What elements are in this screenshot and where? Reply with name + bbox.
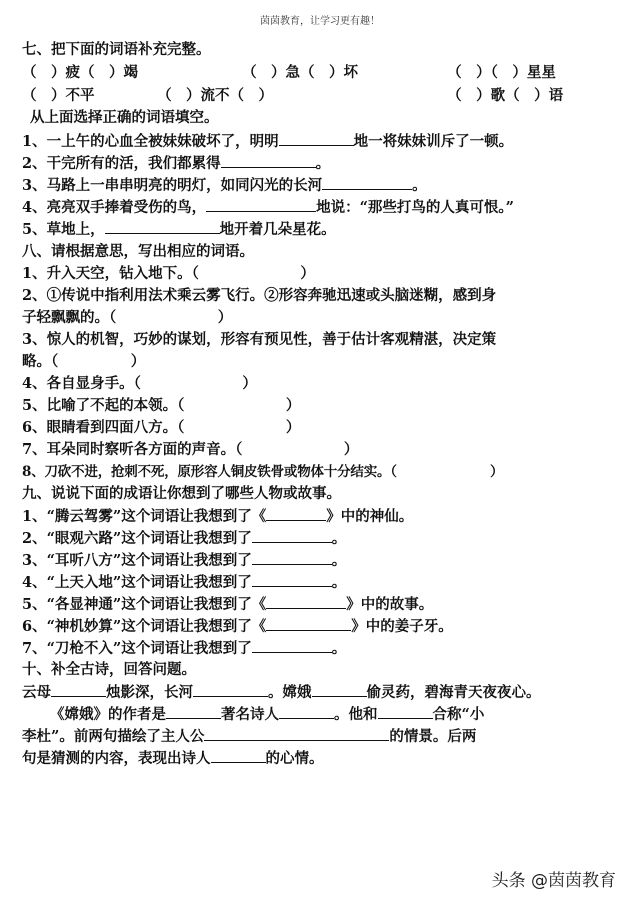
question-text: 》中的神仙。 (326, 508, 414, 525)
section-10-title: 十、补全古诗，回答问题。 (22, 661, 196, 678)
s7-question-1 (22, 131, 513, 152)
section-7-row-2 (22, 86, 563, 106)
question-text: 。 (315, 155, 331, 172)
question-text: 6、“神机妙算”这个词语让我想到了《 (22, 618, 267, 635)
question-text: 李杜”。前两句描绘了主人公 (22, 728, 205, 745)
s7-question-2 (22, 153, 330, 174)
answer-blank[interactable] (204, 726, 389, 741)
question-text: 3、“耳听八方”这个词语让我想到了 (22, 552, 252, 569)
s9-question-1 (22, 506, 413, 527)
poem-text: 。嫦娥 (268, 684, 312, 701)
answer-blank[interactable] (252, 550, 332, 565)
watermark: 头条 @茵茵教育 (491, 871, 616, 891)
s8-question-2-cont: 子轻飘飘的。（ ） (22, 309, 233, 326)
question-text: 《嫦娥》的作者是 (50, 706, 166, 723)
s8-question-7: 7、耳朵同时察听各方面的声音。（ ） (22, 441, 359, 458)
answer-blank[interactable] (51, 682, 106, 697)
question-text: 7、“刀枪不入”这个词语让我想到了 (22, 640, 252, 657)
s8-question-5: 5、比喻了不起的本领。（ ） (22, 397, 301, 414)
s8-question-1: 1、升入天空，钻入地下。（ ） (22, 265, 315, 282)
answer-blank[interactable] (166, 704, 221, 719)
s8-question-2: 2、①传说中指利用法术乘云雾飞行。②形容奔驰迅速或头脑迷糊，感到身 (22, 287, 497, 304)
question-text: 地说：“那些打鸟的人真可恨。” (316, 199, 515, 216)
question-text: 》中的姜子牙。 (351, 618, 453, 635)
question-text: 句是猜测的内容，表现出诗人 (22, 750, 211, 767)
question-line-1 (50, 704, 484, 725)
section-7-title: 七、把下面的词语补充完整。 (22, 41, 211, 58)
word-blank: （ ）流不（ ） (157, 87, 274, 104)
s7-question-4 (22, 197, 514, 218)
question-text: 2、干完所有的活，我们都累得 (22, 155, 221, 172)
word-blank: （ ）不平 (22, 87, 95, 104)
answer-blank[interactable] (322, 175, 412, 190)
answer-blank[interactable] (252, 638, 332, 653)
question-text: 。 (331, 552, 347, 569)
section-7-subtitle: 从上面选择正确的词语填空。 (30, 109, 219, 126)
section-8-title: 八、请根据意思，写出相应的词语。 (22, 243, 254, 260)
section-9-title: 九、说说下面的成语让你想到了哪些人物或故事。 (22, 485, 341, 502)
question-text: 地一将妹妹训斥了一顿。 (353, 133, 514, 150)
question-text: 。 (412, 177, 427, 194)
question-text: 5、草地上， (22, 221, 105, 238)
answer-blank[interactable] (252, 528, 332, 543)
s9-question-5 (22, 594, 433, 615)
answer-blank[interactable] (266, 616, 351, 631)
question-text: 》中的故事。 (346, 596, 434, 613)
answer-blank[interactable] (266, 506, 326, 521)
answer-blank[interactable] (252, 572, 332, 587)
poem-line-1 (22, 682, 541, 703)
answer-blank[interactable] (279, 704, 334, 719)
word-blank: （ ）急（ ）坏 (242, 64, 359, 81)
question-text: 4、亮亮双手捧着受伤的鸟， (22, 199, 207, 216)
question-text: 1、一上午的心血全被妹妹破坏了，明明 (22, 133, 279, 150)
answer-blank[interactable] (312, 682, 367, 697)
question-text: 5、“各显神通”这个词语让我想到了《 (22, 596, 267, 613)
poem-text: 烛影深，长河 (106, 684, 193, 701)
s8-question-6: 6、眼睛看到四面八方。（ ） (22, 419, 301, 436)
s9-question-6 (22, 616, 453, 637)
question-line-3 (22, 748, 324, 769)
question-text: 4、“上天入地”这个词语让我想到了 (22, 574, 252, 591)
answer-blank[interactable] (193, 682, 268, 697)
s9-question-2 (22, 528, 346, 549)
question-line-2 (22, 726, 476, 747)
s7-question-3 (22, 175, 427, 196)
question-text: 1、“腾云驾雾”这个词语让我想到了《 (22, 508, 267, 525)
answer-blank[interactable] (279, 131, 354, 146)
word-blank: （ ）疲（ ）竭 (22, 64, 138, 81)
s8-question-4: 4、各自显身手。（ ） (22, 375, 257, 392)
question-text: 的心情。 (265, 750, 324, 767)
s8-question-3-cont: 略。（ ） (22, 353, 146, 370)
s8-question-8: 8、刀砍不进，抢刺不死，原形容人铜皮铁骨或物体十分结实。（ ） (22, 464, 504, 480)
answer-blank[interactable] (266, 594, 346, 609)
question-text: 。他和 (334, 706, 378, 723)
answer-blank[interactable] (211, 748, 266, 763)
s8-question-3: 3、惊人的机智，巧妙的谋划，形容有预见性，善于估计客观精湛，决定策 (22, 331, 497, 348)
question-text: 地开着几朵星花。 (219, 221, 336, 238)
question-text: 。 (331, 530, 347, 547)
s9-question-7 (22, 638, 346, 659)
question-text: 的情景。后两 (389, 728, 477, 745)
poem-text: 云母 (22, 684, 51, 701)
page-header: 茵茵教育，让学习更有趣！ (260, 16, 380, 27)
section-7-row-1 (22, 63, 556, 83)
answer-blank[interactable] (105, 219, 220, 234)
question-text: 。 (331, 574, 347, 591)
question-text: 合称“小 (432, 706, 485, 723)
s7-question-5 (22, 219, 336, 240)
answer-blank[interactable] (378, 704, 433, 719)
question-text: 2、“眼观六路”这个词语让我想到了 (22, 530, 252, 547)
word-blank: （ ）（ ）星星 (447, 64, 556, 81)
answer-blank[interactable] (206, 197, 316, 212)
s9-question-3 (22, 550, 346, 571)
poem-text: 偷灵药，碧海青天夜夜心。 (366, 684, 541, 701)
question-text: 。 (331, 640, 347, 657)
s9-question-4 (22, 572, 346, 593)
word-blank: （ ）歌（ ）语 (447, 87, 564, 104)
answer-blank[interactable] (221, 153, 316, 168)
question-text: 3、马路上一串串明亮的明灯，如同闪光的长河 (22, 177, 323, 194)
question-text: 著名诗人 (221, 706, 279, 723)
